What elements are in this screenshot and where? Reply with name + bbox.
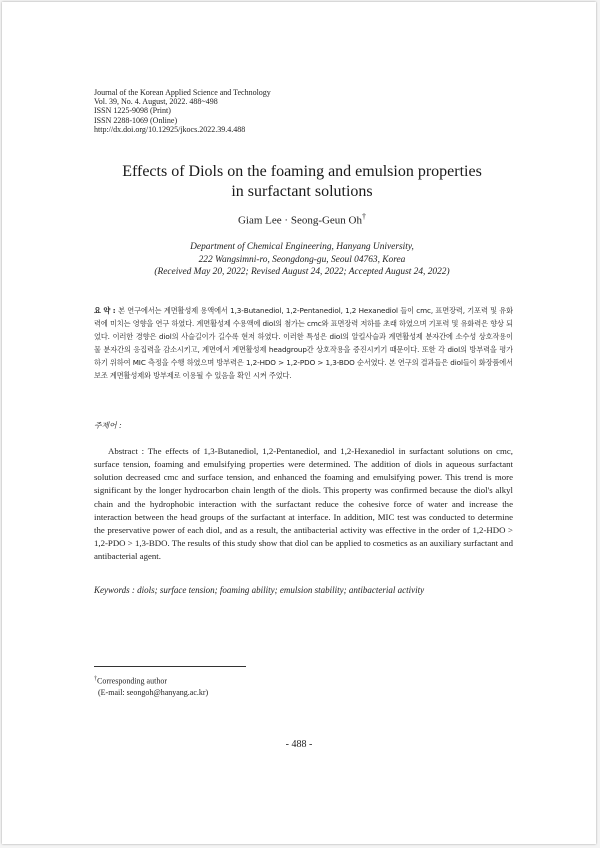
received-dates: (Received May 20, 2022; Revised August 24, 2022; Accepted August 24, 2022) (154, 267, 450, 277)
affiliation-line-2: 222 Wangsimni-ro, Seongdong-gu, Seoul 04763, Korea (198, 254, 406, 265)
korean-keywords (94, 420, 122, 431)
korean-keywords-label: 주제어 : (94, 421, 122, 430)
authors (62, 212, 542, 227)
footnote-divider (94, 666, 246, 667)
footnote-corresponding: Corresponding author (97, 676, 167, 686)
english-abstract-label: Abstract : (108, 446, 148, 456)
paper-page (2, 2, 596, 844)
title-line-2: in surfactant solutions (231, 183, 373, 200)
english-keywords (94, 585, 424, 595)
korean-abstract (94, 305, 513, 382)
korean-abstract-label: 요 약 : (94, 306, 119, 315)
english-abstract-text: The effects of 1,3-Butanediol, 1,2-Pentanediol, and 1,2-Hexanediol in surfactant solutions on cmc, surface tension, foaming and emulsifying properties were determined. The addition of diols in aqueous surfactant solution decreased cmc and surface tension, and enhanced the foaming and emulsifying power. This trend is more significant by the longer hydrocarbon chain length of the diols. This property was confirmed because the diol's alkyl chain and the hydrophobic interaction with the surfactant reduce the cohesive force of water and increase the interaction between the head groups of the surfactant at interface. In addition, MIC test was conducted to determine the preservative power of each diol, and as a result, the antibacterial activity was effective in the order of 1,2-HDO > 1,2-PDO > 1,3-BDO. The results of this study show that diol can be applied to cosmetics as an auxiliary surfactant and antibacterial agent. (94, 446, 513, 562)
issn-online: ISSN 2288-1069 (Online) (94, 115, 178, 125)
footnote-mark: † (94, 676, 97, 682)
affiliation-line-1: Department of Chemical Engineering, Hanyang University, (190, 242, 414, 252)
journal-name: Journal of the Korean Applied Science and Technology (94, 88, 271, 97)
corresponding-mark: † (362, 212, 367, 221)
korean-abstract-text: 본 연구에서는 계면활성제 용액에서 1,3-Butanediol, 1,2-Pentanediol, 1,2 Hexanediol 들이 cmc, 표면장력, 기포력 및 유화력에 미치는 영향을 연구 하였다. 계면활성제 수용액에 diol의 첨가는 cmc와 표면장력 저하를 초래 하였으며 기포력 및 유화력은 향상 되었다. 이러한 경향은 diol의 사슬길이가 길수록 현저 하였다. 이러한 특성은 diol의 알킬사슬과 계면활성제 분자간에 소수성 상호작용이 물 분자간의 응집력을 감소시키고, 계면에서 계면활성제 headgroup간 상호작용을 증진시키기 때문이다. 또한 각 diol의 방부력을 평가하기 위하여 MIC 측정을 수행 하였으며 방부력은 1,2-HDO > 1,2-PDO > 1,3-BDO 순서였다. 본 연구의 결과들은 diol들이 화장품에서 보조 계면활성제와 방부제로 이용될 수 있음을 확인 시켜 주었다. (94, 306, 513, 380)
english-keywords-text: diols; surface tension; foaming ability; emulsion stability; antibacterial activity (137, 585, 425, 595)
page-number: - 488 - (285, 739, 313, 750)
paper-title (62, 162, 542, 202)
journal-volume: Vol. 39, No. 4. August, 2022. 488~498 (94, 97, 218, 107)
english-abstract (94, 445, 513, 563)
author-names: Giam Lee · Seong-Geun Oh (237, 214, 363, 227)
footnote (94, 674, 208, 698)
affiliation (42, 241, 562, 279)
journal-header (94, 88, 394, 134)
english-keywords-label: Keywords : (94, 585, 138, 595)
issn-print: ISSN 1225-9098 (Print) (94, 106, 171, 116)
footnote-email: (E-mail: seongoh@hanyang.ac.kr) (98, 687, 209, 697)
title-line-1: Effects of Diols on the foaming and emulsion properties (122, 163, 482, 180)
doi-link[interactable]: http://dx.doi.org/10.12925/jkocs.2022.39.4.488 (94, 124, 246, 134)
